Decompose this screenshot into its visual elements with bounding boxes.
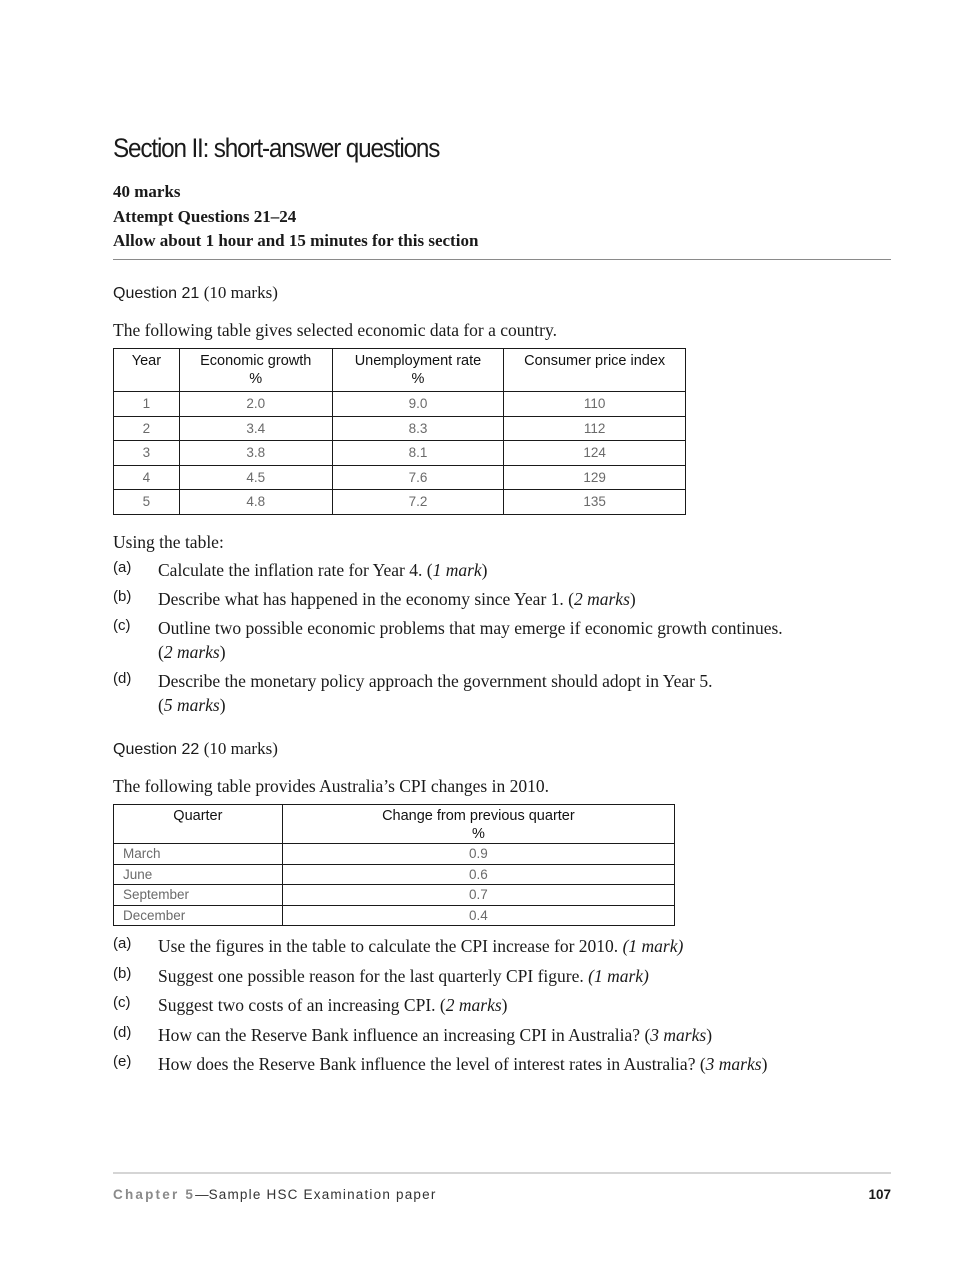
table-cell: September xyxy=(114,885,283,906)
table-cell: 0.9 xyxy=(282,844,674,865)
table-cell: 2 xyxy=(114,416,180,441)
table-header-row xyxy=(114,805,675,844)
question-21-parts xyxy=(113,532,891,717)
table-cell: June xyxy=(114,864,283,885)
section-attempt: Attempt Questions 21–24 xyxy=(113,206,297,226)
question-21-heading xyxy=(113,283,278,303)
table-row xyxy=(114,864,675,885)
column-header: Consumer price index xyxy=(504,349,686,392)
column-header: Unemployment rate % xyxy=(332,349,504,392)
table-cell: 2.0 xyxy=(179,392,332,417)
question-21-intro: The following table gives selected economic data for a country. xyxy=(113,320,557,340)
question-part: (a) Use the figures in the table to calculate the CPI increase for 2010. (1 mark) xyxy=(113,935,684,956)
table-cell: 110 xyxy=(504,392,686,417)
question-22-parts xyxy=(113,934,891,1076)
table-cell: 8.3 xyxy=(332,416,504,441)
table-cell: 0.4 xyxy=(282,905,674,926)
column-header: Economic growth % xyxy=(179,349,332,392)
table-row xyxy=(114,885,675,906)
table-cell: 7.2 xyxy=(332,490,504,515)
question-21-lead: Using the table: xyxy=(113,532,224,552)
table-cell: 1 xyxy=(114,392,180,417)
table-row xyxy=(114,392,686,417)
table-header-row xyxy=(114,349,686,392)
table-cell: 9.0 xyxy=(332,392,504,417)
table-row xyxy=(114,465,686,490)
section-time: Allow about 1 hour and 15 minutes for this section xyxy=(113,231,479,250)
chapter-subtitle: Sample HSC Examination paper xyxy=(208,1187,437,1202)
table-cell: 135 xyxy=(504,490,686,515)
page-number: 107 xyxy=(868,1187,891,1202)
table-cell: 3 xyxy=(114,441,180,466)
table-cell: 3.8 xyxy=(179,441,332,466)
question-22-intro: The following table provides Australia’s CPI changes in 2010. xyxy=(113,776,549,796)
footer-divider xyxy=(113,1172,891,1174)
section-marks: 40 marks xyxy=(113,182,181,201)
table-row xyxy=(114,441,686,466)
question-21-label: Question 21 xyxy=(113,285,200,302)
table-row xyxy=(114,490,686,515)
table-cell: December xyxy=(114,905,283,926)
table-cell: 3.4 xyxy=(179,416,332,441)
table-cell: 129 xyxy=(504,465,686,490)
table-cell: March xyxy=(114,844,283,865)
table-cell: 5 xyxy=(114,490,180,515)
table-cell: 0.6 xyxy=(282,864,674,885)
economic-data-table xyxy=(113,348,686,515)
footer-chapter: Chapter 5—Sample HSC Examination paper xyxy=(113,1187,437,1202)
question-part: (e) How does the Reserve Bank influence the level of interest rates in Australia? (3 marks) xyxy=(113,1053,768,1074)
table-cell: 4.5 xyxy=(179,465,332,490)
section-divider xyxy=(113,259,891,260)
question-part: (a) Calculate the inflation rate for Year 4. (1 mark) xyxy=(113,559,488,580)
question-22-marks: (10 marks) xyxy=(203,739,278,758)
table-row xyxy=(114,416,686,441)
table-cell: 8.1 xyxy=(332,441,504,466)
table-cell: 4.8 xyxy=(179,490,332,515)
question-21-marks: (10 marks) xyxy=(203,283,278,302)
table-row xyxy=(114,844,675,865)
cpi-changes-table xyxy=(113,804,675,926)
exam-page xyxy=(113,0,891,1280)
table-cell: 0.7 xyxy=(282,885,674,906)
section-title: Section II: short-answer questions xyxy=(113,133,440,163)
question-part: (d) Describe the monetary policy approach the government should adopt in Year 5. (5 marks) xyxy=(113,670,713,715)
question-part: (c) Outline two possible economic problems that may emerge if economic growth continues. (2 marks) xyxy=(113,617,783,662)
question-22-label: Question 22 xyxy=(113,741,200,758)
table-cell: 112 xyxy=(504,416,686,441)
chapter-label: Chapter 5 xyxy=(113,1187,196,1202)
column-header: Quarter xyxy=(114,805,283,844)
question-22-heading xyxy=(113,739,278,759)
table-row xyxy=(114,905,675,926)
table-cell: 7.6 xyxy=(332,465,504,490)
section-info xyxy=(113,180,478,254)
question-part: (b) Describe what has happened in the economy since Year 1. (2 marks) xyxy=(113,588,636,609)
question-part: (b) Suggest one possible reason for the last quarterly CPI figure. (1 mark) xyxy=(113,964,649,986)
question-part: (c) Suggest two costs of an increasing CPI. (2 marks) xyxy=(113,994,508,1015)
column-header: Year xyxy=(114,349,180,392)
column-header: Change from previous quarter % xyxy=(282,805,674,844)
question-part: (d) How can the Reserve Bank influence an increasing CPI in Australia? (3 marks) xyxy=(113,1023,713,1045)
table-cell: 124 xyxy=(504,441,686,466)
table-cell: 4 xyxy=(114,465,180,490)
